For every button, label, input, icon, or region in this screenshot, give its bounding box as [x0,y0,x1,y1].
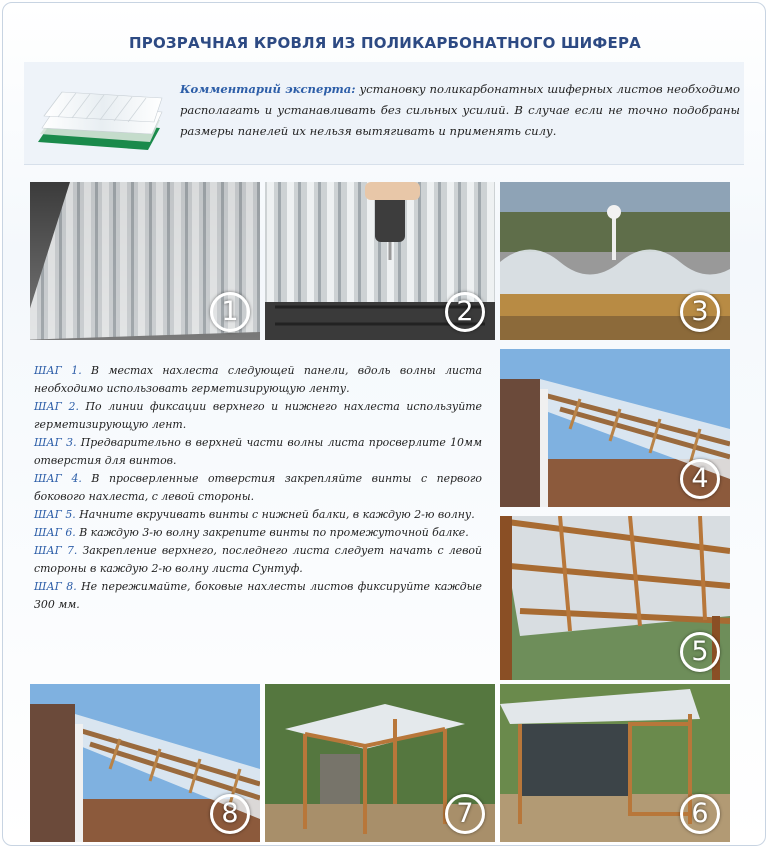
step-6 [34,524,482,542]
step-text: Не пережимайте, боковые нахлесты листов фиксируйте каждые 300 мм. [34,580,482,611]
step-text: Закрепление верхнего, последнего листа следует начать с левой стороны в каждую 2-ю волну листа Сунтуф. [34,544,482,575]
step-number-badge: 5 [680,632,720,672]
step-label: ШАГ 3. [34,436,77,449]
step-label: ШАГ 4. [34,472,82,485]
step-text: Предварительно в верхней части волны листа просверлите 10мм отверстия для винтов. [34,436,482,467]
step-number-badge: 6 [680,794,720,834]
step-text: В просверленные отверстия закрепляйте винты с первого бокового нахлеста, с левой стороны. [34,472,482,503]
expert-comment-text: установку поликарбонатных шиферных листов необходимо располагать и устанавливать без сильных усилий. В случае если не точно подобраны размеры панелей их нельзя вытягивать и применять силу. [180,82,740,138]
photo-step-7 [265,684,495,842]
step-label: ШАГ 6. [34,526,76,539]
step-label: ШАГ 7. [34,544,78,557]
step-number-badge: 7 [445,794,485,834]
step-text: Начните вкручивать винты с нижней балки, в каждую 2-ю волну. [75,508,475,521]
step-number-badge: 1 [210,292,250,332]
step-label: ШАГ 5. [34,508,76,521]
page-title: ПРОЗРАЧНАЯ КРОВЛЯ ИЗ ПОЛИКАРБОНАТНОГО ШИФЕРА [129,34,641,52]
step-text: В каждую 3-ю волну закрепите винты по промежуточной балке. [75,526,469,539]
photo-step-1 [30,182,260,340]
photo-step-3 [500,182,730,340]
photo-step-8 [30,684,260,842]
photo-step-4 [500,349,730,507]
step-number-badge: 2 [445,292,485,332]
installation-steps [34,362,482,614]
photo-step-6 [500,684,730,842]
photo-step-5 [500,516,730,680]
step-7 [34,542,482,578]
step-text: В местах нахлеста следующей панели, вдоль волны листа необходимо использовать герметизирующую ленту. [34,364,482,395]
step-1 [34,362,482,398]
step-number-badge: 4 [680,459,720,499]
step-number-badge: 8 [210,794,250,834]
step-3 [34,434,482,470]
step-text: По линии фиксации верхнего и нижнего нахлеста используйте герметизирующую лент. [34,400,482,431]
step-2 [34,398,482,434]
photo-step-2 [265,182,495,340]
step-4 [34,470,482,506]
step-label: ШАГ 1. [34,364,82,377]
step-label: ШАГ 2. [34,400,79,413]
step-number-badge: 3 [680,292,720,332]
step-8 [34,578,482,614]
step-label: ШАГ 8. [34,580,77,593]
polycarbonate-sheet-illustration [28,72,168,162]
expert-comment-label: Комментарий эксперта: [180,82,356,96]
step-5 [34,506,482,524]
expert-comment [180,79,740,142]
